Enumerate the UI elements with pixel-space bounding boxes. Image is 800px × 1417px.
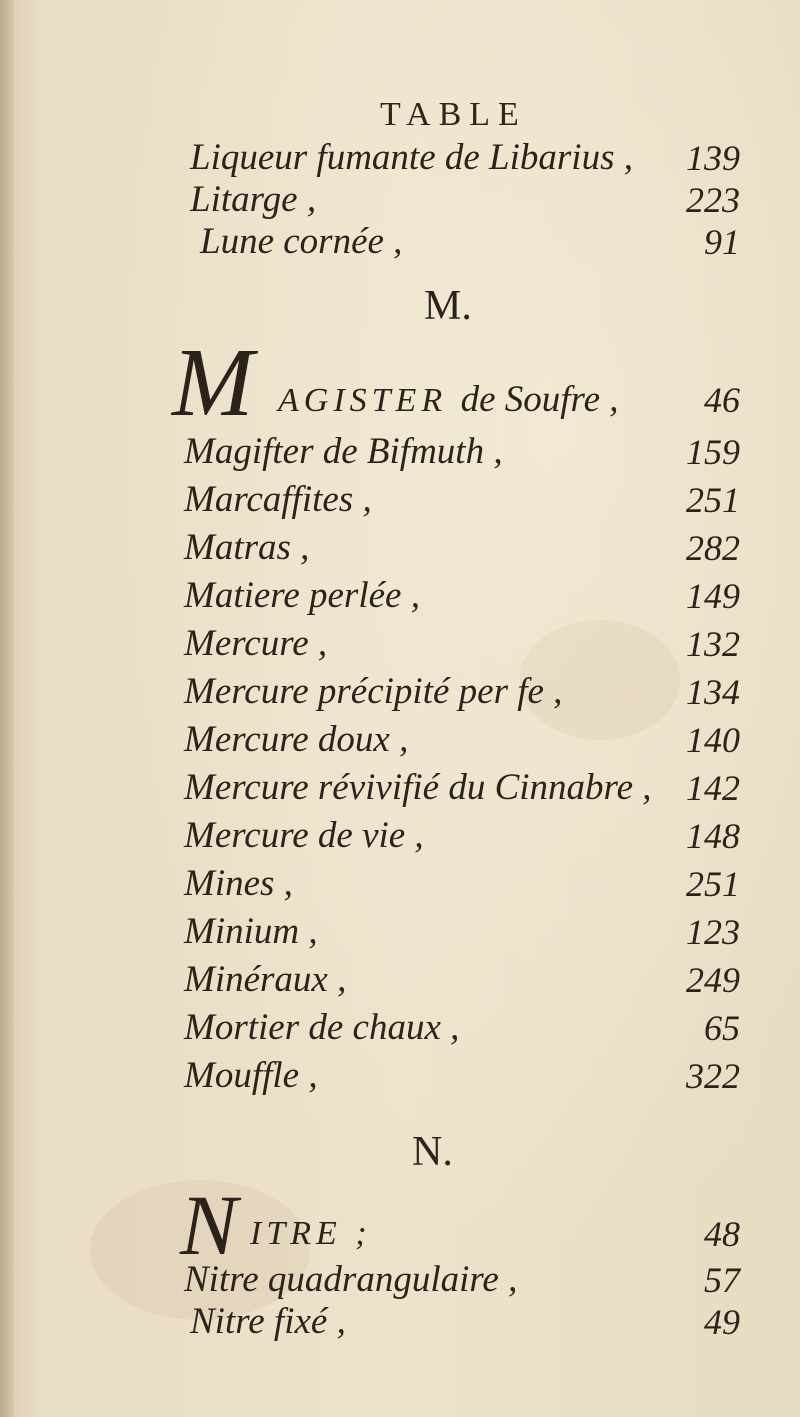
index-row: [0, 716, 800, 764]
index-term: Nitre quadrangulaire ,: [184, 1259, 518, 1300]
index-row: [0, 134, 800, 182]
index-page: 251: [686, 864, 740, 904]
index-row: [0, 620, 800, 668]
index-term: Minium ,: [184, 911, 318, 952]
index-term: Mines ,: [184, 863, 293, 904]
index-page: 123: [686, 912, 740, 952]
index-term: Matiere perlée ,: [184, 575, 420, 616]
index-page: 251: [686, 480, 740, 520]
index-row: [0, 1298, 800, 1346]
index-term: [278, 376, 619, 425]
index-page: 48: [704, 1214, 740, 1254]
index-page: 149: [686, 576, 740, 616]
index-term: Nitre fixé ,: [190, 1301, 346, 1342]
index-page: 142: [686, 768, 740, 808]
index-term-caps: AGISTER: [278, 382, 448, 419]
index-row: [0, 860, 800, 908]
index-page: 249: [686, 960, 740, 1000]
index-row: [0, 218, 800, 266]
index-term: Lune cornée ,: [200, 221, 403, 262]
index-term: Liqueur fumante de Libarius ,: [190, 137, 633, 178]
index-term: Mortier de chaux ,: [184, 1007, 460, 1048]
index-term: Litarge ,: [190, 179, 317, 220]
index-term: Matras ,: [184, 527, 310, 568]
index-page: 322: [686, 1056, 740, 1096]
drop-cap-m: M: [172, 329, 254, 437]
section-letter-m: M.: [424, 283, 472, 329]
index-row: [0, 1210, 800, 1258]
index-row: [0, 1004, 800, 1052]
index-term: Minéraux ,: [184, 959, 347, 1000]
index-row: [0, 572, 800, 620]
page-header: TABLE: [380, 96, 527, 133]
index-row: [0, 1256, 800, 1304]
index-row: [0, 764, 800, 812]
index-row: [0, 812, 800, 860]
index-term: Mercure de vie ,: [184, 815, 424, 856]
index-term: Marcaffites ,: [184, 479, 372, 520]
index-page: 57: [704, 1260, 740, 1300]
index-row: [0, 428, 800, 476]
index-term: Magifter de Bifmuth ,: [184, 431, 503, 472]
index-page: 132: [686, 624, 740, 664]
index-page: 148: [686, 816, 740, 856]
drop-cap-n: N: [180, 1177, 238, 1273]
index-row: [0, 956, 800, 1004]
index-term: Mercure doux ,: [184, 719, 409, 760]
index-term-tail: de Soufre ,: [460, 379, 619, 420]
index-term: Mercure ,: [184, 623, 328, 664]
index-row: [0, 376, 800, 424]
index-page: 46: [704, 380, 740, 420]
section-letter-n: N.: [412, 1129, 453, 1175]
index-term: Mouffle ,: [184, 1055, 318, 1096]
index-term: Mercure révivifié du Cinnabre ,: [184, 767, 652, 808]
index-page: 91: [704, 222, 740, 262]
index-row: [0, 476, 800, 524]
index-row: [0, 1052, 800, 1100]
index-page: 65: [704, 1008, 740, 1048]
index-page: 139: [686, 138, 740, 178]
index-row: [0, 668, 800, 716]
index-term: ITRE ;: [250, 1215, 372, 1252]
index-row: [0, 908, 800, 956]
index-row: [0, 524, 800, 572]
index-page: 49: [704, 1302, 740, 1342]
index-page: 282: [686, 528, 740, 568]
index-term: Mercure précipité per fe ,: [184, 671, 563, 712]
index-page: 159: [686, 432, 740, 472]
index-page: 223: [686, 180, 740, 220]
index-row: [0, 176, 800, 224]
index-page: 134: [686, 672, 740, 712]
index-page: 140: [686, 720, 740, 760]
